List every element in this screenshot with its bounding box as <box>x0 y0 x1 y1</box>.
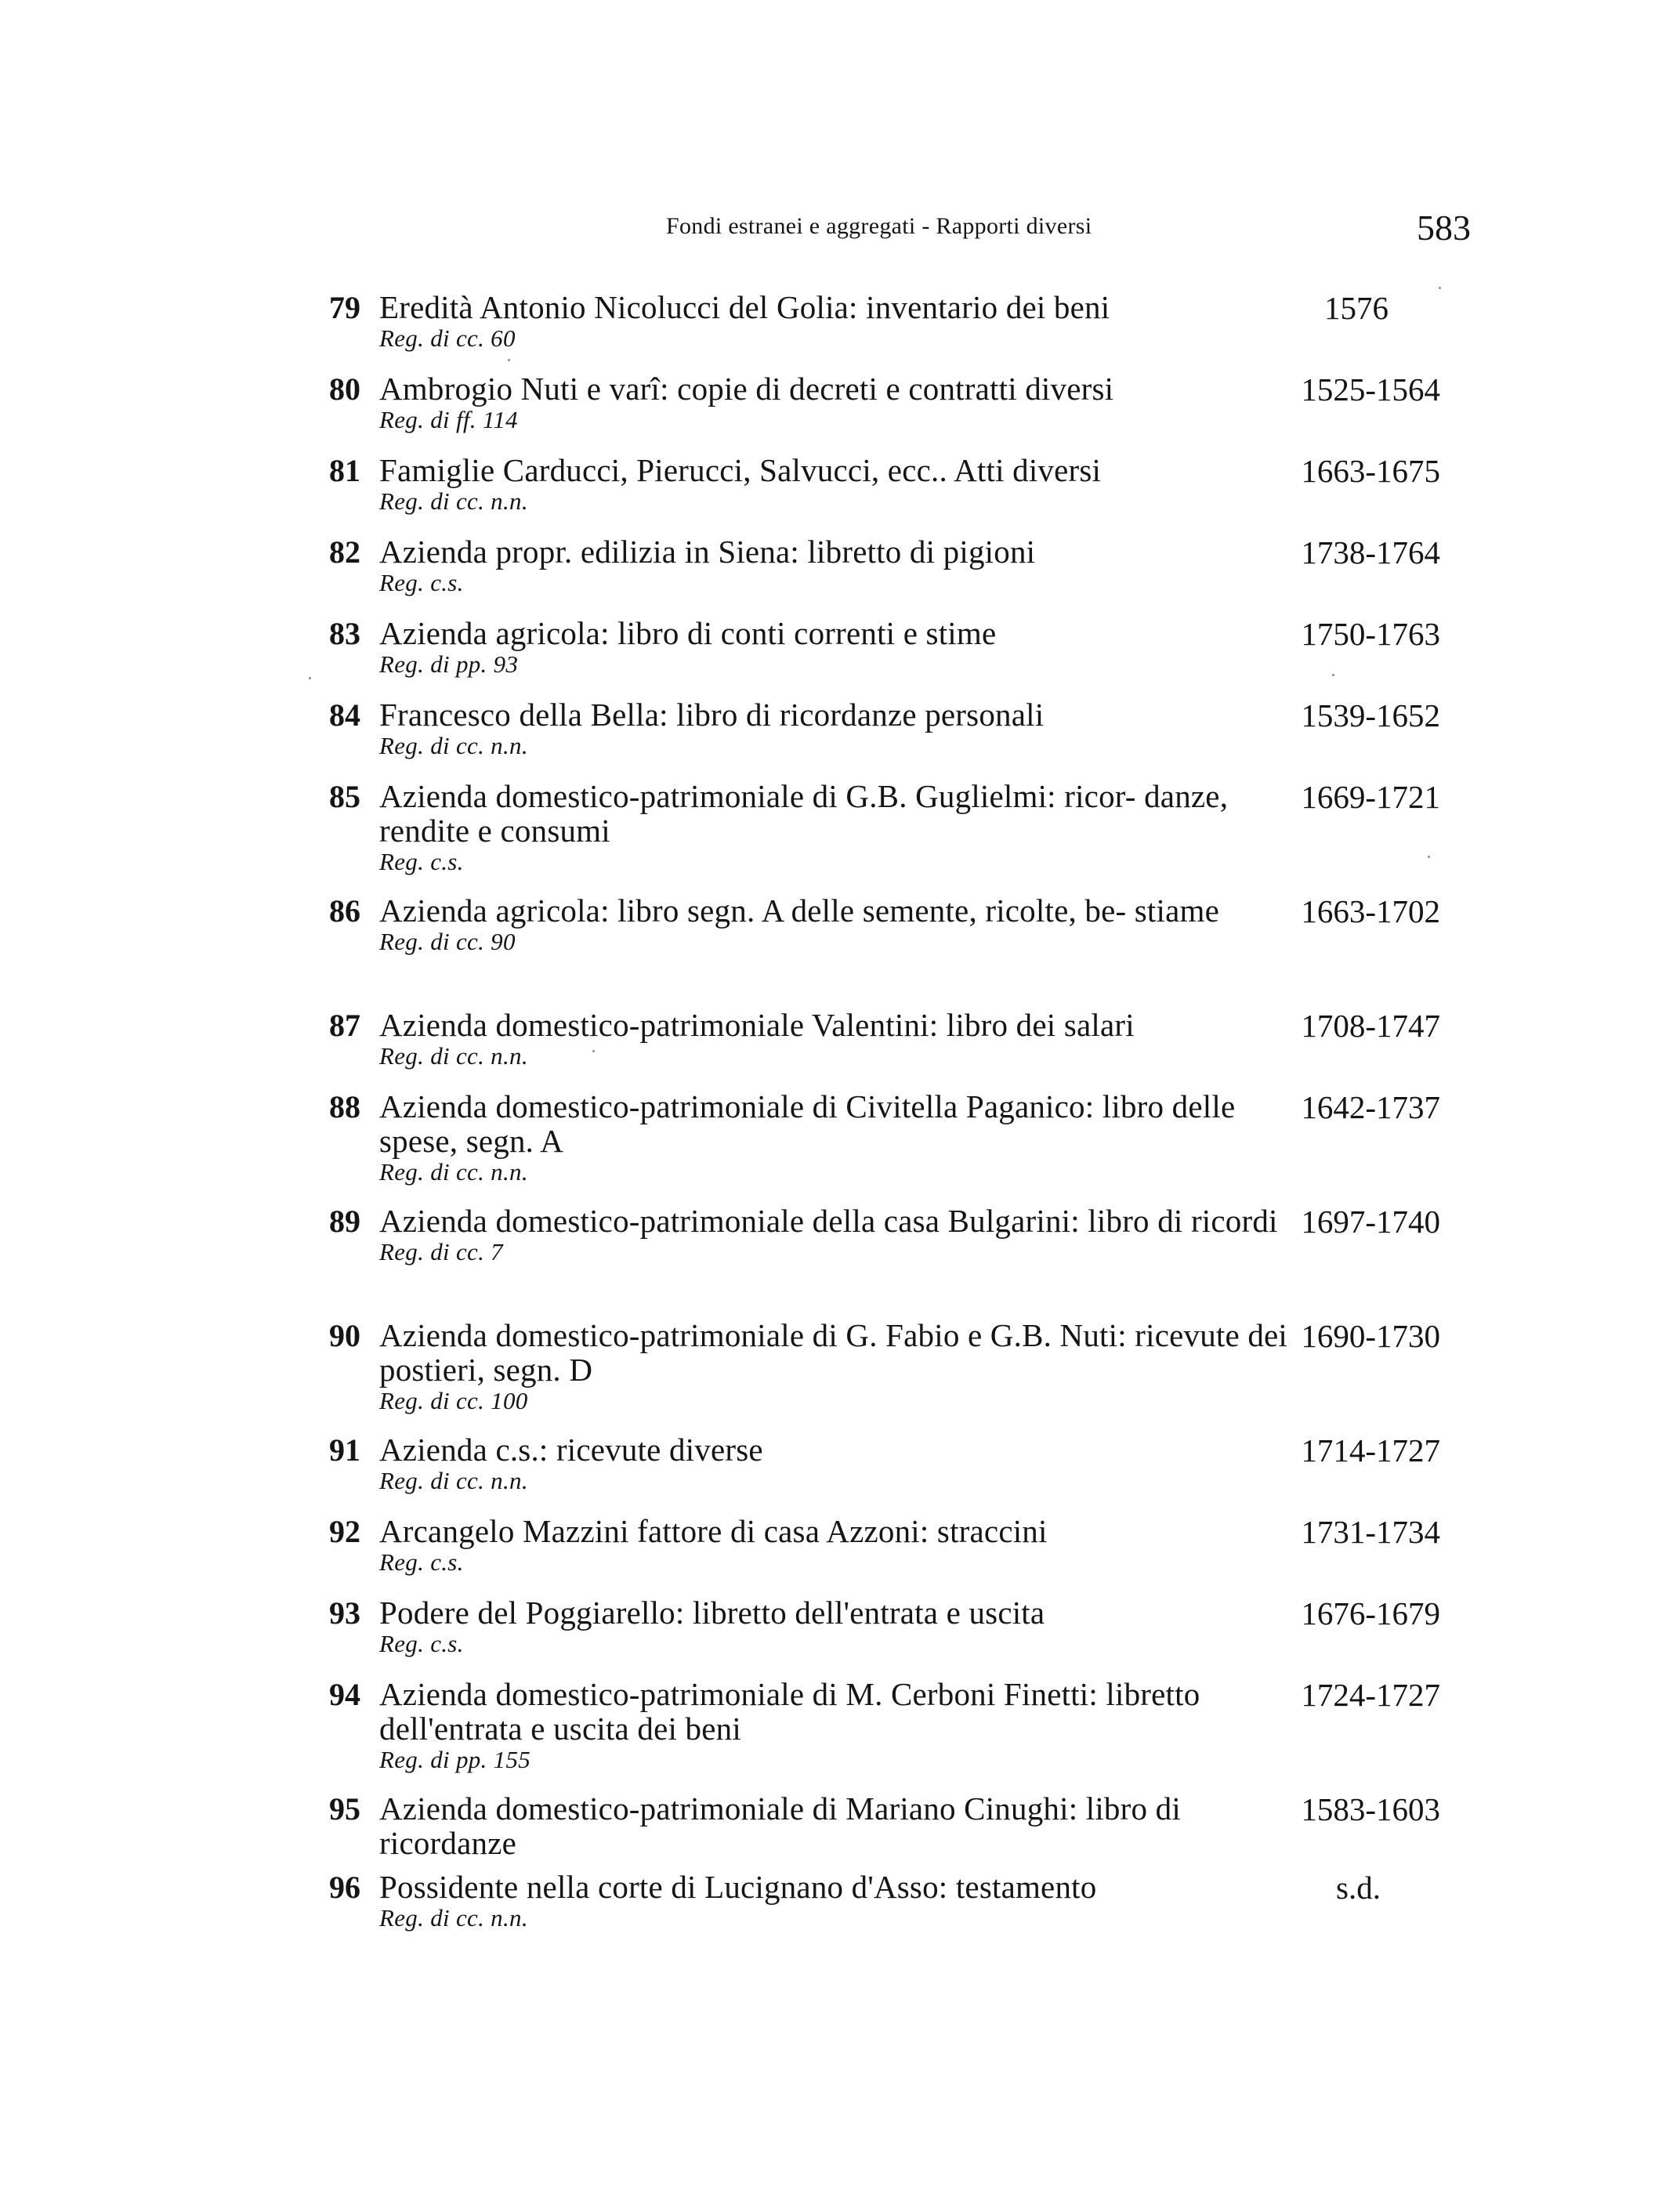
entry-dates: 1642-1737 <box>1301 1089 1440 1125</box>
inventory-entry <box>0 371 1680 453</box>
entry-detail: Reg. di pp. 155 <box>379 1746 531 1773</box>
entry-number: 84 <box>329 697 360 733</box>
entry-title: Azienda domestico-patrimoniale di Civitella Paganico: libro delle spese, segn. A <box>379 1088 1236 1159</box>
entry-dates: 1738-1764 <box>1301 534 1440 570</box>
entry-detail: Reg. c.s. <box>379 569 464 596</box>
entry-title: Arcangelo Mazzini fattore di casa Azzoni: straccini <box>379 1513 1048 1549</box>
entry-title: Azienda c.s.: ricevute diverse <box>379 1432 763 1468</box>
entry-dates: 1731-1734 <box>1301 1514 1440 1550</box>
entry-detail: Reg. di cc. 60 <box>379 324 516 352</box>
scan-speck <box>1439 287 1441 289</box>
entry-text <box>379 779 1288 876</box>
entry-number: 95 <box>329 1791 360 1827</box>
entry-dates: 1669-1721 <box>1301 779 1440 815</box>
entry-title: Famiglie Carducci, Pierucci, Salvucci, ecc.. Atti diversi <box>379 452 1102 488</box>
entry-title: Azienda domestico-patrimoniale di M. Cerboni Finetti: libretto dell'entrata e uscita dei beni <box>379 1676 1200 1747</box>
running-head: Fondi estranei e aggregati - Rapporti diversi <box>666 213 1092 239</box>
inventory-entry <box>0 1677 1680 1791</box>
inventory-entry <box>0 1008 1680 1089</box>
entry-text <box>379 1791 1288 1860</box>
inventory-entry <box>0 1514 1680 1595</box>
inventory-entry <box>0 534 1680 616</box>
entry-title: Azienda domestico-patrimoniale Valentini: libro dei salari <box>379 1007 1135 1043</box>
inventory-entry <box>0 1595 1680 1677</box>
entry-text <box>379 697 1288 760</box>
entry-detail: Reg. di cc. n.n. <box>379 487 528 515</box>
entry-dates: 1750-1763 <box>1301 616 1440 652</box>
entry-number: 96 <box>329 1870 360 1905</box>
entry-title: Podere del Poggiarello: libretto dell'entrata e uscita <box>379 1595 1045 1631</box>
page-number: 583 <box>1417 208 1471 248</box>
entry-text <box>379 1432 1288 1495</box>
scan-speck <box>309 677 311 679</box>
entry-text <box>379 1870 1288 1932</box>
inventory-entry <box>0 1204 1680 1318</box>
entry-dates: 1583-1603 <box>1301 1791 1440 1827</box>
entry-dates: 1708-1747 <box>1301 1008 1440 1044</box>
inventory-entry <box>0 1432 1680 1514</box>
entry-dates: s.d. <box>1336 1870 1381 1906</box>
entry-detail: Reg. c.s. <box>379 1548 464 1576</box>
inventory-entry <box>0 1318 1680 1432</box>
entry-detail: Reg. di cc. n.n. <box>379 1904 528 1932</box>
entry-title: Azienda propr. edilizia in Siena: libretto di pigioni <box>379 534 1036 570</box>
entry-text <box>379 453 1288 516</box>
inventory-entry <box>0 697 1680 779</box>
entry-number: 93 <box>329 1595 360 1631</box>
entry-detail: Reg. di cc. n.n. <box>379 1467 528 1494</box>
entry-number: 83 <box>329 616 360 651</box>
entry-title: Ambrogio Nuti e varî: copie di decreti e contratti diversi <box>379 371 1114 407</box>
entry-number: 89 <box>329 1204 360 1239</box>
entry-dates: 1724-1727 <box>1301 1677 1440 1713</box>
entry-dates: 1676-1679 <box>1301 1595 1440 1631</box>
entry-number: 92 <box>329 1514 360 1549</box>
entry-number: 87 <box>329 1008 360 1043</box>
entry-dates: 1539-1652 <box>1301 697 1440 733</box>
entry-detail: Reg. di cc. n.n. <box>379 732 528 759</box>
entry-detail: Reg. di cc. 100 <box>379 1387 528 1414</box>
entry-number: 85 <box>329 779 360 814</box>
entry-text <box>379 1677 1288 1774</box>
entry-dates: 1525-1564 <box>1301 371 1440 407</box>
entry-text <box>379 1595 1288 1658</box>
entry-detail: Reg. di pp. 93 <box>379 650 519 678</box>
entry-title: Azienda agricola: libro di conti correnti e stime <box>379 615 997 651</box>
entry-detail: Reg. di cc. n.n. <box>379 1158 528 1186</box>
entry-detail: Reg. di cc. n.n. <box>379 1042 528 1070</box>
entry-number: 88 <box>329 1089 360 1124</box>
inventory-entry <box>0 616 1680 697</box>
inventory-entry <box>0 1870 1680 1951</box>
entry-detail: Reg. di ff. 114 <box>379 406 518 433</box>
entry-text <box>379 616 1288 679</box>
entry-dates: 1663-1702 <box>1301 893 1440 929</box>
entry-number: 90 <box>329 1318 360 1353</box>
entry-title: Azienda agricola: libro segn. A delle semente, ricolte, be- stiame <box>379 892 1219 929</box>
entry-dates: 1697-1740 <box>1301 1204 1440 1240</box>
inventory-entry <box>0 893 1680 1008</box>
scan-speck <box>592 1050 595 1052</box>
entry-text <box>379 893 1288 956</box>
entry-title: Azienda domestico-patrimoniale di G. Fabio e G.B. Nuti: ricevute dei postieri, segn. D <box>379 1317 1288 1388</box>
entry-text <box>379 1204 1288 1266</box>
entry-title: Azienda domestico-patrimoniale di Mariano Cinughi: libro di ricordanze <box>379 1790 1181 1861</box>
inventory-entry <box>0 1791 1680 1870</box>
entry-detail: Reg. c.s. <box>379 1630 464 1657</box>
inventory-entry <box>0 1089 1680 1204</box>
entry-text <box>379 1514 1288 1577</box>
entry-text <box>379 1318 1288 1415</box>
entry-text <box>379 534 1288 597</box>
entry-number: 94 <box>329 1677 360 1712</box>
inventory-entry <box>0 779 1680 893</box>
entry-text <box>379 1089 1288 1186</box>
entry-dates: 1714-1727 <box>1301 1432 1440 1468</box>
entry-title: Eredità Antonio Nicolucci del Golia: inventario dei beni <box>379 289 1110 325</box>
entry-title: Francesco della Bella: libro di ricordanze personali <box>379 697 1045 733</box>
entry-detail: Reg. di cc. 7 <box>379 1238 503 1265</box>
entry-number: 91 <box>329 1432 360 1468</box>
scan-speck <box>1428 856 1430 858</box>
entry-dates: 1576 <box>1324 290 1389 326</box>
entry-number: 81 <box>329 453 360 488</box>
inventory-list <box>0 290 1680 1951</box>
entry-text <box>379 1008 1288 1070</box>
entry-number: 80 <box>329 371 360 407</box>
entry-title: Azienda domestico-patrimoniale di G.B. Guglielmi: ricor- danze, rendite e consumi <box>379 778 1229 849</box>
inventory-entry <box>0 290 1680 371</box>
scan-speck <box>1332 674 1334 676</box>
entry-title: Possidente nella corte di Lucignano d'Asso: testamento <box>379 1869 1097 1905</box>
inventory-entry <box>0 453 1680 534</box>
entry-detail: Reg. c.s. <box>379 848 464 875</box>
entry-number: 86 <box>329 893 360 929</box>
entry-detail: Reg. di cc. 90 <box>379 928 516 955</box>
entry-dates: 1663-1675 <box>1301 453 1440 489</box>
entry-number: 82 <box>329 534 360 570</box>
entry-text <box>379 290 1288 353</box>
entry-text <box>379 371 1288 434</box>
scan-speck <box>508 359 510 361</box>
entry-number: 79 <box>329 290 360 325</box>
entry-title: Azienda domestico-patrimoniale della casa Bulgarini: libro di ricordi <box>379 1203 1278 1239</box>
entry-dates: 1690-1730 <box>1301 1318 1440 1354</box>
